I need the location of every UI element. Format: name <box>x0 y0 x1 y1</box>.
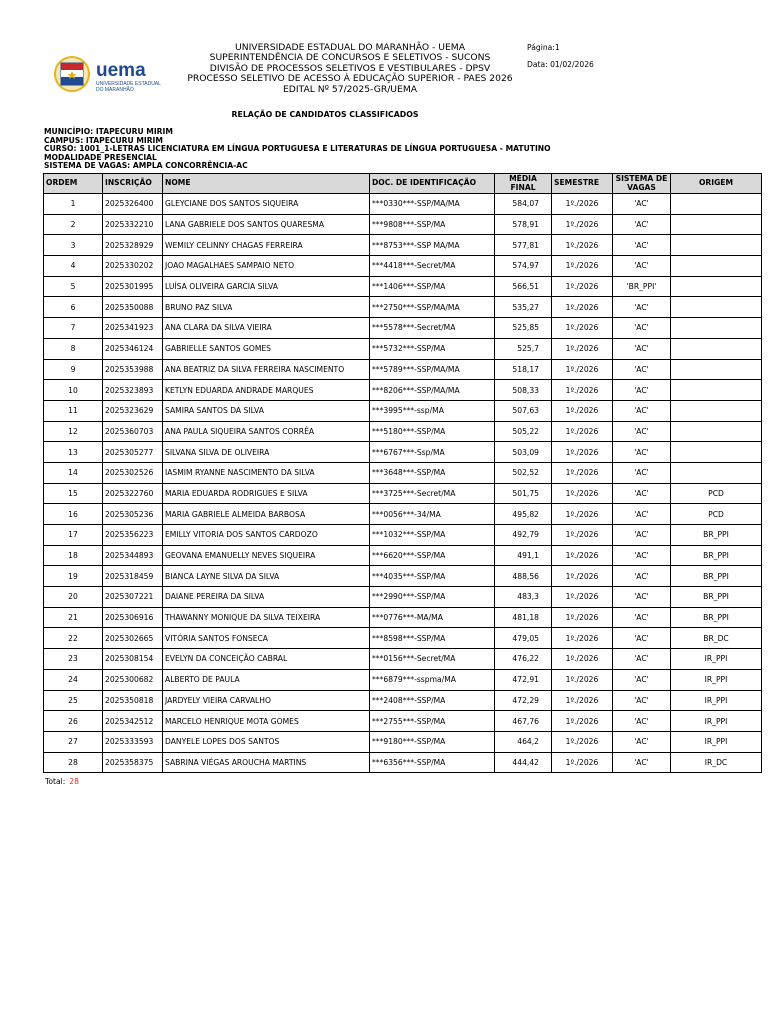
cell-documento: ***2750***-SSP/MA/MA <box>370 297 495 318</box>
cell-nome: ANA CLARA DA SILVA VIEIRA <box>163 318 370 339</box>
cell-inscricao: 2025308154 <box>103 649 163 670</box>
table-row <box>44 276 762 297</box>
cell-inscricao: 2025332210 <box>103 214 163 235</box>
cell-semestre: 1º./2026 <box>552 669 613 690</box>
cell-origem: BR_PPI <box>671 525 762 546</box>
cell-media-final: 502,52 <box>495 462 552 483</box>
cell-sistema-vagas: 'AC' <box>613 545 671 566</box>
cell-inscricao: 2025358375 <box>103 752 163 773</box>
cell-media-final: 535,27 <box>495 297 552 318</box>
cell-nome: MARCELO HENRIQUE MOTA GOMES <box>163 711 370 732</box>
cell-nome: SAMIRA SANTOS DA SILVA <box>163 400 370 421</box>
cell-nome: VITÓRIA SANTOS FONSECA <box>163 628 370 649</box>
cell-documento: ***6879***-sspma/MA <box>370 669 495 690</box>
cell-sistema-vagas: 'AC' <box>613 400 671 421</box>
cell-documento: ***5732***-SSP/MA <box>370 338 495 359</box>
cell-inscricao: 2025305277 <box>103 442 163 463</box>
cell-origem: PCD <box>671 504 762 525</box>
logo-subtitle-2: DO MARANHÃO <box>96 87 134 93</box>
cell-inscricao: 2025344893 <box>103 545 163 566</box>
cell-media-final: 584,07 <box>495 194 552 215</box>
cell-documento: ***0776***-MA/MA <box>370 607 495 628</box>
cell-sistema-vagas: 'AC' <box>613 669 671 690</box>
cell-media-final: 574,97 <box>495 256 552 277</box>
cell-media-final: 518,17 <box>495 359 552 380</box>
table-row <box>44 256 762 277</box>
cell-documento: ***2408***-SSP/MA <box>370 690 495 711</box>
cell-ordem: 13 <box>44 442 103 463</box>
cell-origem <box>671 421 762 442</box>
cell-semestre: 1º./2026 <box>552 235 613 256</box>
table-row <box>44 400 762 421</box>
cell-origem: BR_PPI <box>671 587 762 608</box>
header-line-2: SUPERINTENDÊNCIA DE CONCURSOS E SELETIVOS - SUCONS <box>209 52 491 64</box>
cell-ordem: 6 <box>44 297 103 318</box>
cell-semestre: 1º./2026 <box>552 628 613 649</box>
cell-semestre: 1º./2026 <box>552 462 613 483</box>
cell-documento: ***5180***-SSP/MA <box>370 421 495 442</box>
table-row <box>44 359 762 380</box>
cell-ordem: 7 <box>44 318 103 339</box>
cell-nome: EMILLY VITORIA DOS SANTOS CARDOZO <box>163 525 370 546</box>
cell-semestre: 1º./2026 <box>552 711 613 732</box>
cell-nome: MARIA GABRIELE ALMEIDA BARBOSA <box>163 504 370 525</box>
col-header-inscricao: INSCRIÇÃO <box>103 174 163 194</box>
total-label: Total: <box>45 777 66 786</box>
cell-sistema-vagas: 'AC' <box>613 442 671 463</box>
table-row <box>44 483 762 504</box>
cell-inscricao: 2025333593 <box>103 731 163 752</box>
cell-media-final: 503,09 <box>495 442 552 463</box>
sistema-vagas-label: SISTEMA DE VAGAS: AMPLA CONCORRÊNCIA-AC <box>44 161 248 171</box>
cell-semestre: 1º./2026 <box>552 607 613 628</box>
cell-sistema-vagas: 'AC' <box>613 297 671 318</box>
cell-media-final: 507,63 <box>495 400 552 421</box>
cell-semestre: 1º./2026 <box>552 649 613 670</box>
campus-label: CAMPUS: ITAPECURU MIRIM <box>44 135 163 145</box>
cell-documento: ***4035***-SSP/MA <box>370 566 495 587</box>
cell-documento: ***4418***-Secret/MA <box>370 256 495 277</box>
col-header-origem: ORIGEM <box>671 174 762 194</box>
municipio-label: MUNICÍPIO: ITAPECURU MIRIM <box>44 127 173 136</box>
cell-inscricao: 2025322760 <box>103 483 163 504</box>
candidates-table <box>43 173 762 773</box>
table-row <box>44 607 762 628</box>
cell-ordem: 12 <box>44 421 103 442</box>
cell-inscricao: 2025353988 <box>103 359 163 380</box>
uema-seal-icon <box>52 54 172 94</box>
cell-origem: IR_PPI <box>671 649 762 670</box>
cell-origem <box>671 194 762 215</box>
table-row <box>44 669 762 690</box>
cell-documento: ***8598***-SSP/MA <box>370 628 495 649</box>
table-row <box>44 566 762 587</box>
cell-nome: ANA PAULA SIQUEIRA SANTOS CORRÊA <box>163 421 370 442</box>
cell-media-final: 467,76 <box>495 711 552 732</box>
header-line-3: DIVISÃO DE PROCESSOS SELETIVOS E VESTIBULARES - DPSV <box>209 62 491 74</box>
table-row <box>44 194 762 215</box>
table-row <box>44 235 762 256</box>
cell-origem: IR_PPI <box>671 731 762 752</box>
cell-inscricao: 2025305236 <box>103 504 163 525</box>
col-header-documento: DOC. DE IDENTIFICAÇÃO <box>370 174 495 194</box>
cell-ordem: 28 <box>44 752 103 773</box>
cell-inscricao: 2025342512 <box>103 711 163 732</box>
cell-origem: BR_DC <box>671 628 762 649</box>
cell-documento: ***8206***-SSP/MA/MA <box>370 380 495 401</box>
cell-origem <box>671 359 762 380</box>
logo-wordmark: uema <box>96 60 146 81</box>
cell-origem <box>671 400 762 421</box>
cell-semestre: 1º./2026 <box>552 504 613 525</box>
cell-media-final: 476,22 <box>495 649 552 670</box>
cell-documento: ***0330***-SSP/MA/MA <box>370 194 495 215</box>
col-header-ordem: ORDEM <box>44 174 103 194</box>
table-row <box>44 297 762 318</box>
table-row <box>44 752 762 773</box>
cell-semestre: 1º./2026 <box>552 338 613 359</box>
cell-semestre: 1º./2026 <box>552 545 613 566</box>
cell-documento: ***3725***-Secret/MA <box>370 483 495 504</box>
cell-semestre: 1º./2026 <box>552 276 613 297</box>
cell-sistema-vagas: 'AC' <box>613 421 671 442</box>
cell-media-final: 525,85 <box>495 318 552 339</box>
cell-ordem: 21 <box>44 607 103 628</box>
table-row <box>44 731 762 752</box>
cell-media-final: 479,05 <box>495 628 552 649</box>
cell-media-final: 578,91 <box>495 214 552 235</box>
cell-nome: ALBERTO DE PAULA <box>163 669 370 690</box>
total-count <box>45 777 79 786</box>
cell-media-final: 501,75 <box>495 483 552 504</box>
cell-nome: DANYELE LOPES DOS SANTOS <box>163 731 370 752</box>
cell-origem: IR_PPI <box>671 669 762 690</box>
cell-media-final: 444,42 <box>495 752 552 773</box>
modalidade-label: MODALIDADE PRESENCIAL <box>44 152 157 162</box>
table-row <box>44 421 762 442</box>
cell-semestre: 1º./2026 <box>552 359 613 380</box>
cell-origem: BR_PPI <box>671 545 762 566</box>
cell-media-final: 492,79 <box>495 525 552 546</box>
table-row <box>44 711 762 732</box>
logo-subtitle-1: UNIVERSIDADE ESTADUAL <box>96 81 161 87</box>
cell-sistema-vagas: 'AC' <box>613 649 671 670</box>
cell-inscricao: 2025306916 <box>103 607 163 628</box>
cell-origem <box>671 297 762 318</box>
cell-origem: IR_PPI <box>671 711 762 732</box>
cell-semestre: 1º./2026 <box>552 214 613 235</box>
cell-nome: JOAO MAGALHAES SAMPAIO NETO <box>163 256 370 277</box>
cell-ordem: 16 <box>44 504 103 525</box>
cell-ordem: 10 <box>44 380 103 401</box>
total-value: 28 <box>69 777 79 786</box>
cell-inscricao: 2025341923 <box>103 318 163 339</box>
table-row <box>44 504 762 525</box>
cell-documento: ***6767***-Ssp/MA <box>370 442 495 463</box>
cell-semestre: 1º./2026 <box>552 256 613 277</box>
cell-media-final: 483,3 <box>495 587 552 608</box>
cell-sistema-vagas: 'AC' <box>613 214 671 235</box>
cell-semestre: 1º./2026 <box>552 731 613 752</box>
cell-media-final: 481,18 <box>495 607 552 628</box>
cell-inscricao: 2025350088 <box>103 297 163 318</box>
cell-semestre: 1º./2026 <box>552 483 613 504</box>
cell-sistema-vagas: 'AC' <box>613 380 671 401</box>
cell-documento: ***0056***-34/MA <box>370 504 495 525</box>
cell-inscricao: 2025330202 <box>103 256 163 277</box>
header-line-5: EDITAL Nº 57/2025-GR/UEMA <box>282 83 418 95</box>
cell-sistema-vagas: 'AC' <box>613 338 671 359</box>
cell-origem <box>671 214 762 235</box>
cell-origem: BR_PPI <box>671 607 762 628</box>
cell-semestre: 1º./2026 <box>552 194 613 215</box>
cell-sistema-vagas: 'AC' <box>613 525 671 546</box>
cell-nome: SABRINA VIÉGAS AROUCHA MARTINS <box>163 752 370 773</box>
cell-inscricao: 2025350818 <box>103 690 163 711</box>
cell-ordem: 27 <box>44 731 103 752</box>
table-row <box>44 462 762 483</box>
cell-inscricao: 2025356223 <box>103 525 163 546</box>
cell-sistema-vagas: 'AC' <box>613 235 671 256</box>
cell-documento: ***9180***-SSP/MA <box>370 731 495 752</box>
cell-semestre: 1º./2026 <box>552 690 613 711</box>
table-row <box>44 214 762 235</box>
cell-nome: MARIA EDUARDA RODRIGUES E SILVA <box>163 483 370 504</box>
cell-ordem: 8 <box>44 338 103 359</box>
cell-origem <box>671 256 762 277</box>
cell-documento: ***1406***-SSP/MA <box>370 276 495 297</box>
cell-documento: ***3995***-ssp/MA <box>370 400 495 421</box>
cell-documento: ***9808***-SSP/MA <box>370 214 495 235</box>
cell-nome: LANA GABRIELE DOS SANTOS QUARESMA <box>163 214 370 235</box>
table-row <box>44 628 762 649</box>
cell-inscricao: 2025360703 <box>103 421 163 442</box>
col-header-media: MÉDIA FINAL <box>495 174 552 194</box>
header-line-4: PROCESSO SELETIVO DE ACESSO À EDUCAÇÃO SUPERIOR - PAES 2026 <box>187 73 513 85</box>
cell-semestre: 1º./2026 <box>552 525 613 546</box>
cell-media-final: 508,33 <box>495 380 552 401</box>
curso-label: CURSO: 1001_1-LETRAS LICENCIATURA EM LÍNGUA PORTUGUESA E LITERATURAS DE LÍNGUA PORTUGUESA - MATUTINO <box>44 144 551 154</box>
cell-origem <box>671 338 762 359</box>
cell-nome: SILVANA SILVA DE OLIVEIRA <box>163 442 370 463</box>
cell-inscricao: 2025300682 <box>103 669 163 690</box>
cell-media-final: 577,81 <box>495 235 552 256</box>
cell-media-final: 488,56 <box>495 566 552 587</box>
cell-ordem: 9 <box>44 359 103 380</box>
cell-documento: ***5789***-SSP/MA/MA <box>370 359 495 380</box>
cell-sistema-vagas: 'AC' <box>613 359 671 380</box>
cell-nome: GABRIELLE SANTOS GOMES <box>163 338 370 359</box>
cell-sistema-vagas: 'AC' <box>613 690 671 711</box>
table-row <box>44 525 762 546</box>
cell-documento: ***2990***-SSP/MA <box>370 587 495 608</box>
cell-inscricao: 2025318459 <box>103 566 163 587</box>
cell-sistema-vagas: 'AC' <box>613 566 671 587</box>
cell-semestre: 1º./2026 <box>552 380 613 401</box>
cell-sistema-vagas: 'AC' <box>613 628 671 649</box>
cell-sistema-vagas: 'AC' <box>613 504 671 525</box>
cell-origem: IR_PPI <box>671 690 762 711</box>
cell-inscricao: 2025302526 <box>103 462 163 483</box>
cell-sistema-vagas: 'AC' <box>613 711 671 732</box>
cell-semestre: 1º./2026 <box>552 752 613 773</box>
cell-nome: GLEYCIANE DOS SANTOS SIQUEIRA <box>163 194 370 215</box>
header-line-1: UNIVERSIDADE ESTADUAL DO MARANHÃO - UEMA <box>234 42 466 53</box>
cell-documento: ***5578***-Secret/MA <box>370 318 495 339</box>
cell-nome: THAWANNY MONIQUE DA SILVA TEIXEIRA <box>163 607 370 628</box>
uema-logo <box>52 54 172 94</box>
cell-sistema-vagas: 'AC' <box>613 194 671 215</box>
table-row <box>44 649 762 670</box>
cell-nome: LUÍSA OLIVEIRA GARCIA SILVA <box>163 276 370 297</box>
table-row <box>44 318 762 339</box>
cell-inscricao: 2025301995 <box>103 276 163 297</box>
cell-semestre: 1º./2026 <box>552 442 613 463</box>
cell-media-final: 495,82 <box>495 504 552 525</box>
cell-nome: ANA BEATRIZ DA SILVA FERREIRA NASCIMENTO <box>163 359 370 380</box>
table-row <box>44 545 762 566</box>
table-row <box>44 338 762 359</box>
cell-semestre: 1º./2026 <box>552 566 613 587</box>
cell-documento: ***6620***-SSP/MA <box>370 545 495 566</box>
cell-ordem: 22 <box>44 628 103 649</box>
cell-ordem: 2 <box>44 214 103 235</box>
col-header-semestre: SEMESTRE <box>552 174 613 194</box>
page-title: RELAÇÃO DE CANDIDATOS CLASSIFICADOS <box>231 110 419 119</box>
cell-ordem: 20 <box>44 587 103 608</box>
col-header-nome: NOME <box>163 174 370 194</box>
cell-inscricao: 2025302665 <box>103 628 163 649</box>
cell-nome: JARDYELY VIEIRA CARVALHO <box>163 690 370 711</box>
cell-semestre: 1º./2026 <box>552 297 613 318</box>
cell-nome: BRUNO PAZ SILVA <box>163 297 370 318</box>
cell-nome: DAIANE PEREIRA DA SILVA <box>163 587 370 608</box>
cell-inscricao: 2025346124 <box>103 338 163 359</box>
cell-semestre: 1º./2026 <box>552 318 613 339</box>
cell-origem <box>671 318 762 339</box>
cell-nome: IASMIM RYANNE NASCIMENTO DA SILVA <box>163 462 370 483</box>
cell-nome: EVELYN DA CONCEIÇÃO CABRAL <box>163 649 370 670</box>
document-date: Data: 01/02/2026 <box>527 60 594 69</box>
cell-sistema-vagas: 'AC' <box>613 462 671 483</box>
cell-ordem: 15 <box>44 483 103 504</box>
cell-origem: BR_PPI <box>671 566 762 587</box>
table-header-row <box>44 174 762 194</box>
cell-ordem: 5 <box>44 276 103 297</box>
cell-origem <box>671 442 762 463</box>
cell-ordem: 26 <box>44 711 103 732</box>
cell-sistema-vagas: 'AC' <box>613 731 671 752</box>
table-row <box>44 587 762 608</box>
cell-sistema-vagas: 'AC' <box>613 587 671 608</box>
cell-nome: WEMILY CELINNY CHAGAS FERREIRA <box>163 235 370 256</box>
col-header-sistema: SISTEMA DE VAGAS <box>613 174 671 194</box>
cell-inscricao: 2025323893 <box>103 380 163 401</box>
table-row <box>44 380 762 401</box>
cell-media-final: 464,2 <box>495 731 552 752</box>
cell-ordem: 23 <box>44 649 103 670</box>
cell-ordem: 24 <box>44 669 103 690</box>
cell-media-final: 472,29 <box>495 690 552 711</box>
cell-nome: GEOVANA EMANUELLY NEVES SIQUEIRA <box>163 545 370 566</box>
cell-origem <box>671 235 762 256</box>
cell-ordem: 14 <box>44 462 103 483</box>
cell-ordem: 18 <box>44 545 103 566</box>
course-info <box>44 128 551 171</box>
cell-media-final: 525,7 <box>495 338 552 359</box>
page-number: Página:1 <box>527 43 560 52</box>
cell-inscricao: 2025328929 <box>103 235 163 256</box>
cell-semestre: 1º./2026 <box>552 400 613 421</box>
cell-media-final: 491,1 <box>495 545 552 566</box>
cell-media-final: 472,91 <box>495 669 552 690</box>
cell-origem <box>671 380 762 401</box>
table-row <box>44 690 762 711</box>
cell-inscricao: 2025326400 <box>103 194 163 215</box>
cell-documento: ***6356***-SSP/MA <box>370 752 495 773</box>
cell-nome: BIANCA LAYNE SILVA DA SILVA <box>163 566 370 587</box>
cell-nome: KETLYN EDUARDA ANDRADE MARQUES <box>163 380 370 401</box>
cell-sistema-vagas: 'AC' <box>613 318 671 339</box>
cell-semestre: 1º./2026 <box>552 421 613 442</box>
cell-semestre: 1º./2026 <box>552 587 613 608</box>
cell-origem <box>671 462 762 483</box>
cell-origem <box>671 276 762 297</box>
cell-ordem: 25 <box>44 690 103 711</box>
cell-documento: ***2755***-SSP/MA <box>370 711 495 732</box>
cell-sistema-vagas: 'BR_PPI' <box>613 276 671 297</box>
cell-ordem: 1 <box>44 194 103 215</box>
cell-inscricao: 2025307221 <box>103 587 163 608</box>
table-row <box>44 442 762 463</box>
cell-sistema-vagas: 'AC' <box>613 752 671 773</box>
cell-origem: IR_DC <box>671 752 762 773</box>
cell-sistema-vagas: 'AC' <box>613 483 671 504</box>
cell-ordem: 3 <box>44 235 103 256</box>
cell-media-final: 566,51 <box>495 276 552 297</box>
cell-documento: ***0156***-Secret/MA <box>370 649 495 670</box>
cell-ordem: 19 <box>44 566 103 587</box>
cell-ordem: 17 <box>44 525 103 546</box>
cell-documento: ***3648***-SSP/MA <box>370 462 495 483</box>
cell-inscricao: 2025323629 <box>103 400 163 421</box>
cell-ordem: 11 <box>44 400 103 421</box>
cell-sistema-vagas: 'AC' <box>613 607 671 628</box>
cell-documento: ***1032***-SSP/MA <box>370 525 495 546</box>
cell-sistema-vagas: 'AC' <box>613 256 671 277</box>
cell-origem: PCD <box>671 483 762 504</box>
cell-ordem: 4 <box>44 256 103 277</box>
document-header <box>180 43 520 95</box>
cell-documento: ***8753***-SSP MA/MA <box>370 235 495 256</box>
cell-media-final: 505,22 <box>495 421 552 442</box>
